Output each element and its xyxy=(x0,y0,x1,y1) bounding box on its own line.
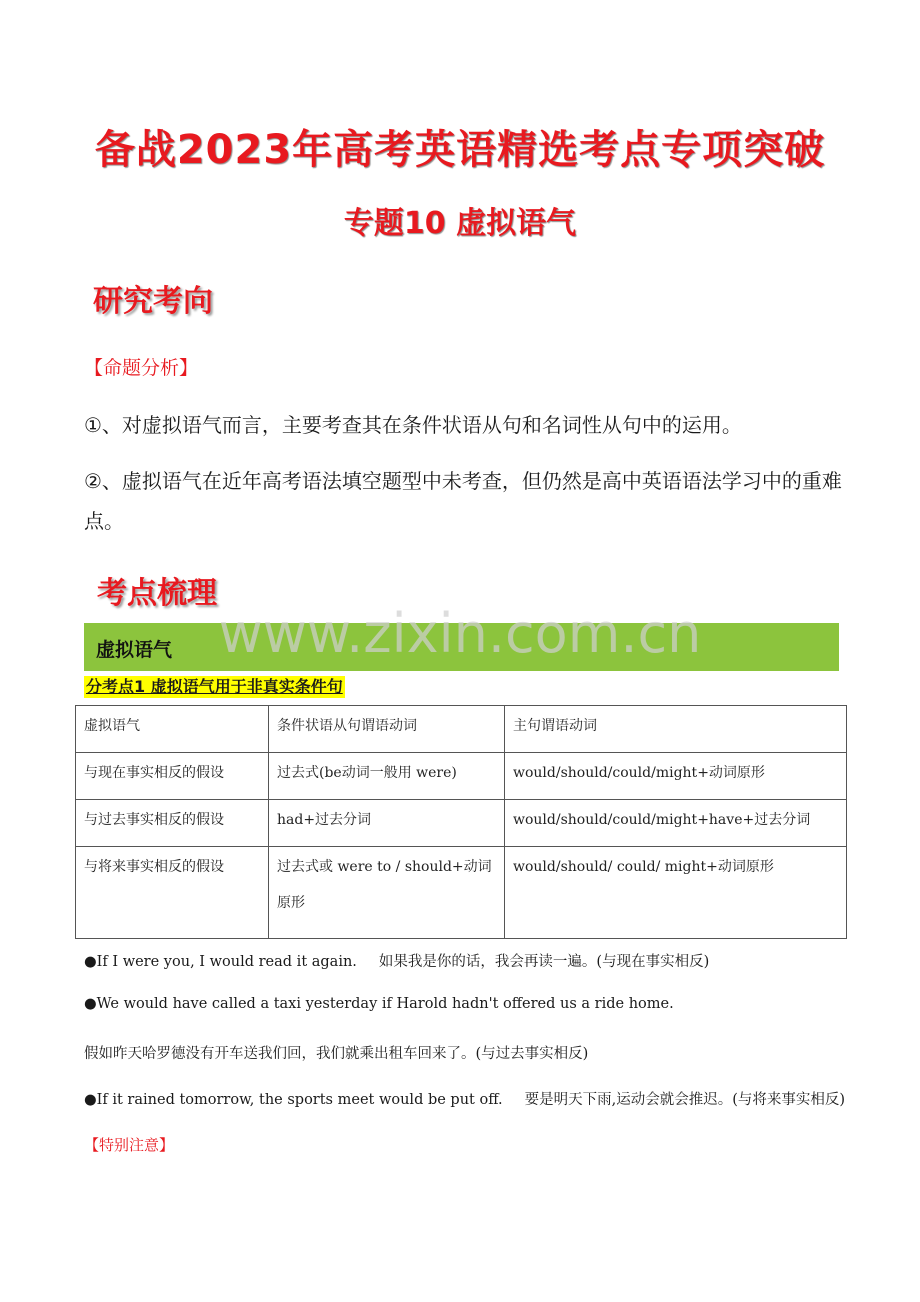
table-cell: had+过去分词 xyxy=(269,800,505,847)
example-2-chinese: 假如昨天哈罗德没有开车送我们回，我们就乘出租车回来了。(与过去事实相反) xyxy=(84,1046,589,1062)
subpoint-heading: 分考点1 虚拟语气用于非真实条件句 xyxy=(86,677,343,696)
example-2-english: ●We would have called a taxi yesterday if Harold hadn't offered us a ride home. xyxy=(84,996,674,1012)
document-title: 备战2023年高考英语精选考点专项突破 xyxy=(94,127,826,173)
table-cell: 与现在事实相反的假设 xyxy=(76,753,269,800)
analysis-point-2: ②、虚拟语气在近年高考语法填空题型中未考查，但仍然是高中英语语法学习中的重难点。 xyxy=(84,469,842,533)
document-subtitle: 专题10 虚拟语气 xyxy=(343,206,577,241)
table-header-row xyxy=(76,706,847,753)
topic-bar-label: 虚拟语气 xyxy=(96,639,173,661)
analysis-point-1: ①、对虚拟语气而言，主要考查其在条件状语从句和名词性从句中的运用。 xyxy=(84,413,742,437)
table-header-cell: 虚拟语气 xyxy=(76,706,269,753)
table-header-cell: 条件状语从句谓语动词 xyxy=(269,706,505,753)
special-note-label: 【特别注意】 xyxy=(84,1136,175,1154)
table-header-cell: 主句谓语动词 xyxy=(505,706,847,753)
table-cell: would/should/could/might+have+过去分词 xyxy=(505,800,847,847)
section-heading-research: 研究考向 xyxy=(93,284,213,319)
example-3-chinese: 要是明天下雨,运动会就会推迟。(与将来事实相反) xyxy=(524,1092,846,1108)
table-cell: 与将来事实相反的假设 xyxy=(76,847,269,939)
example-1-chinese: 如果我是你的话，我会再读一遍。(与现在事实相反) xyxy=(378,954,710,970)
example-1-english: ●If I were you, I would read it again. xyxy=(84,954,357,970)
table-cell: 过去式或 were to / should+动词原形 xyxy=(269,847,505,939)
table-cell: would/should/ could/ might+动词原形 xyxy=(505,847,847,939)
example-1 xyxy=(84,950,844,971)
table-cell: would/should/could/might+动词原形 xyxy=(505,753,847,800)
table-cell: 与过去事实相反的假设 xyxy=(76,800,269,847)
analysis-label: 【命题分析】 xyxy=(84,357,199,379)
topic-bar xyxy=(84,623,839,671)
conditional-table xyxy=(75,705,847,939)
example-3 xyxy=(84,1088,844,1109)
watermark: www.zixin.com.cn xyxy=(218,602,702,665)
example-3-english: ●If it rained tomorrow, the sports meet would be put off. xyxy=(84,1092,503,1108)
table-row xyxy=(76,753,847,800)
table-row xyxy=(76,847,847,939)
section-heading-points: 考点梳理 xyxy=(97,576,217,611)
table-cell: 过去式(be动词一般用 were) xyxy=(269,753,505,800)
table-row xyxy=(76,800,847,847)
